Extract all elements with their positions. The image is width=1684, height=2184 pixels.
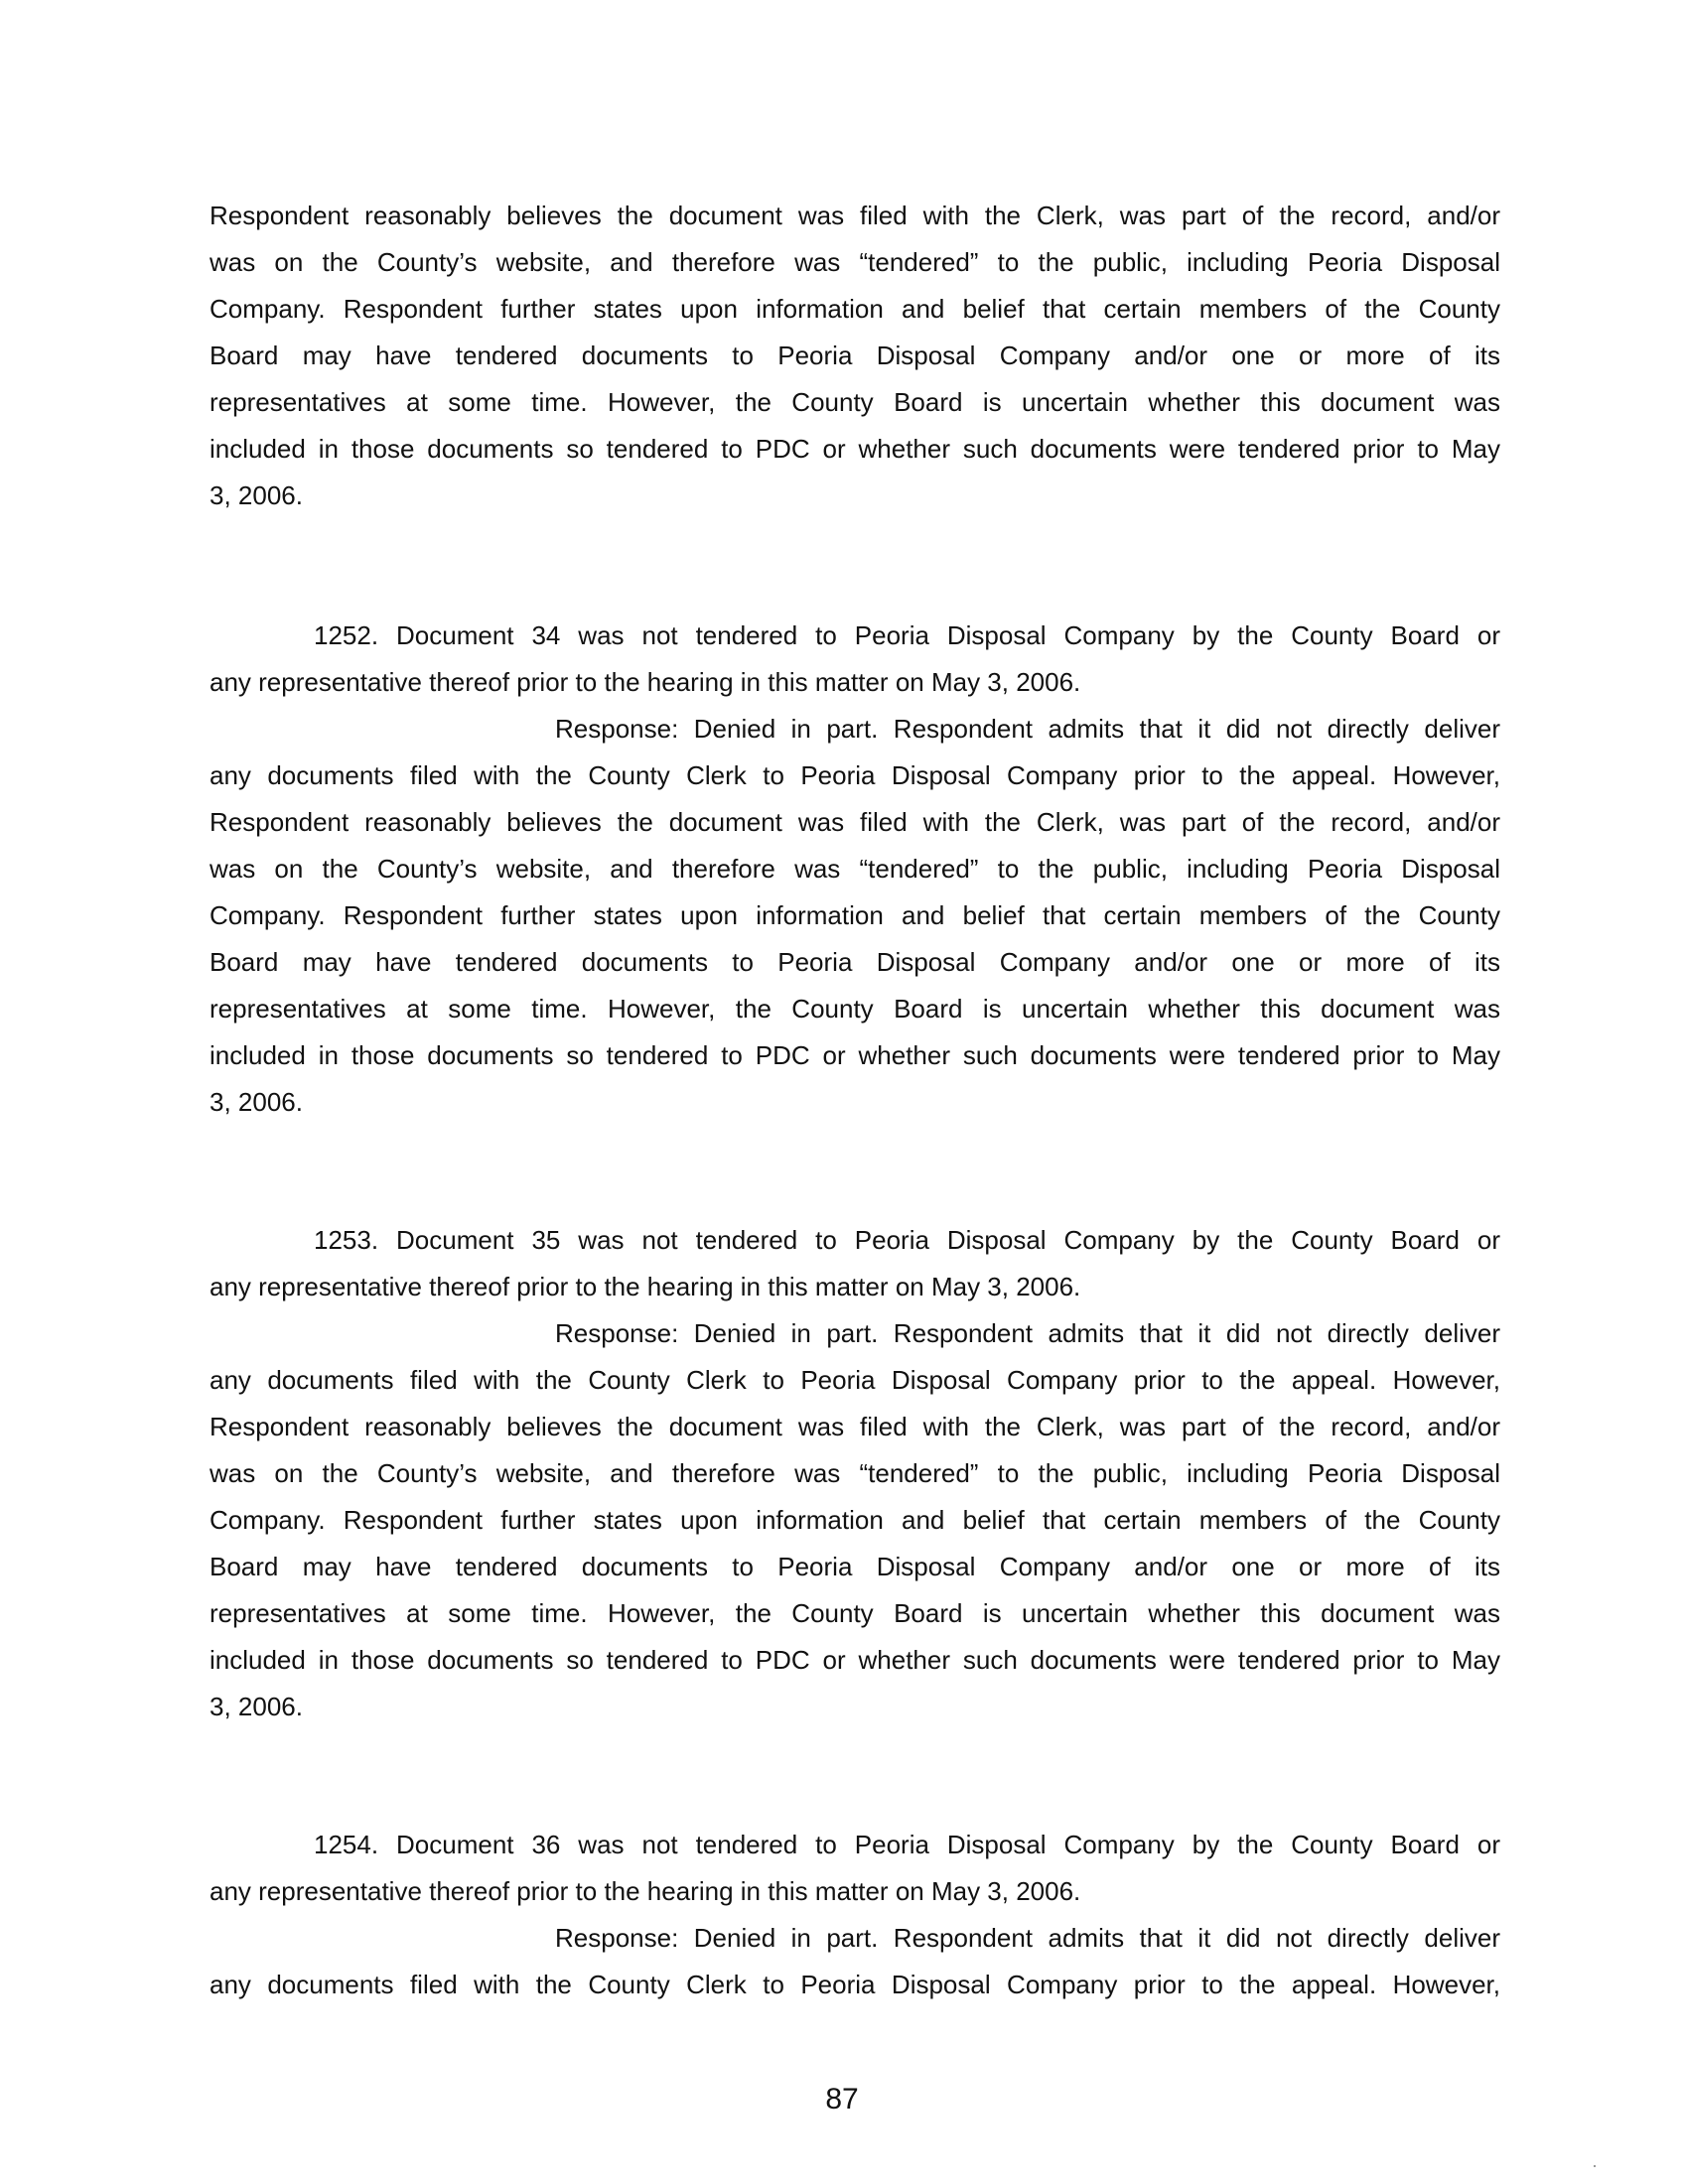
response-line: any documents filed with the County Clerk to Peoria Disposal Company prior to the appeal. However,	[210, 1365, 1500, 1395]
response-line: Respondent reasonably believes the document was filed with the Clerk, was part of the record, and/or	[210, 807, 1500, 837]
response-line: Response: Denied in part. Respondent admits that it did not directly deliver	[555, 714, 1500, 744]
text-line: Company. Respondent further states upon information and belief that certain members of the County	[210, 294, 1500, 324]
response-line: included in those documents so tendered to PDC or whether such documents were tendered prior to May	[210, 1645, 1500, 1675]
response-line: Response: Denied in part. Respondent admits that it did not directly deliver	[555, 1318, 1500, 1348]
response-line: was on the County’s website, and therefore was “tendered” to the public, including Peoria Disposal	[210, 854, 1500, 884]
response-line: Company. Respondent further states upon information and belief that certain members of the County	[210, 900, 1500, 930]
allegation-line: any representative thereof prior to the hearing in this matter on May 3, 2006.	[210, 1272, 1081, 1301]
response-line: included in those documents so tendered to PDC or whether such documents were tendered prior to May	[210, 1040, 1500, 1070]
response-line: Respondent reasonably believes the document was filed with the Clerk, was part of the record, and/or	[210, 1412, 1500, 1441]
scan-speck	[1594, 2165, 1596, 2167]
text-line: 3, 2006.	[210, 480, 303, 510]
allegation-line: any representative thereof prior to the hearing in this matter on May 3, 2006.	[210, 667, 1081, 697]
response-line: was on the County’s website, and therefore was “tendered” to the public, including Peoria Disposal	[210, 1458, 1500, 1488]
response-line: representatives at some time. However, the County Board is uncertain whether this document was	[210, 1598, 1500, 1628]
paragraph-1252	[210, 613, 1500, 1126]
response-line: representatives at some time. However, the County Board is uncertain whether this document was	[210, 994, 1500, 1024]
continuation-text	[210, 193, 1500, 519]
response-line: any documents filed with the County Clerk to Peoria Disposal Company prior to the appeal. However,	[210, 1970, 1500, 1999]
page-number: 87	[825, 2083, 859, 2116]
response-line: Board may have tendered documents to Peoria Disposal Company and/or one or more of its	[210, 947, 1500, 977]
text-line: was on the County’s website, and therefore was “tendered” to the public, including Peoria Disposal	[210, 247, 1500, 277]
text-line: included in those documents so tendered to PDC or whether such documents were tendered prior to May	[210, 434, 1500, 464]
response-line: Board may have tendered documents to Peoria Disposal Company and/or one or more of its	[210, 1552, 1500, 1581]
text-line: Board may have tendered documents to Peoria Disposal Company and/or one or more of its	[210, 341, 1500, 370]
paragraph-1253	[210, 1217, 1500, 1730]
text-line: representatives at some time. However, the County Board is uncertain whether this document was	[210, 387, 1500, 417]
response-line: Response: Denied in part. Respondent admits that it did not directly deliver	[555, 1923, 1500, 1953]
allegation-line: any representative thereof prior to the hearing in this matter on May 3, 2006.	[210, 1876, 1081, 1906]
response-line: 3, 2006.	[210, 1692, 303, 1721]
paragraph-1254	[210, 1822, 1500, 2008]
allegation-line: 1253. Document 35 was not tendered to Peoria Disposal Company by the County Board or	[314, 1225, 1500, 1255]
text-line: Respondent reasonably believes the document was filed with the Clerk, was part of the record, and/or	[210, 201, 1500, 230]
response-line: 3, 2006.	[210, 1087, 303, 1117]
response-line: any documents filed with the County Clerk to Peoria Disposal Company prior to the appeal. However,	[210, 760, 1500, 790]
allegation-line: 1254. Document 36 was not tendered to Peoria Disposal Company by the County Board or	[314, 1830, 1500, 1859]
allegation-line: 1252. Document 34 was not tendered to Peoria Disposal Company by the County Board or	[314, 620, 1500, 650]
response-line: Company. Respondent further states upon information and belief that certain members of the County	[210, 1505, 1500, 1535]
